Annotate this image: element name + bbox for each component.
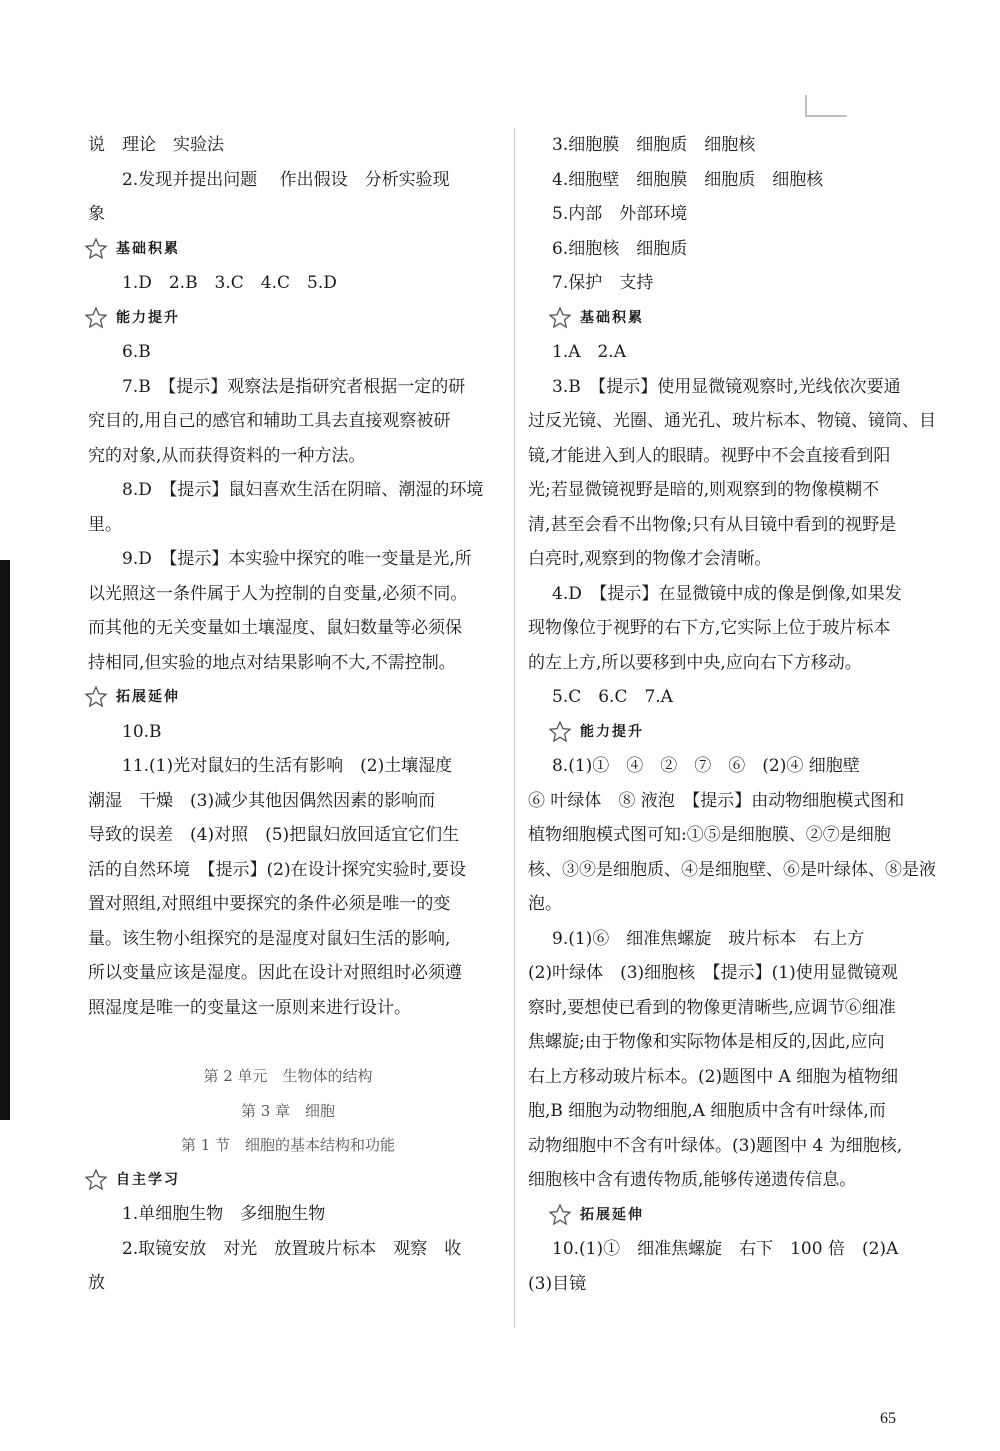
answer-line: 胞,B 细胞为动物细胞,A 细胞质中含有叶绿体,而 [528, 1101, 886, 1121]
section-heading-label: 能力提升 [116, 309, 180, 326]
answer-line: 细胞核中含有遗传物质,能够传递遗传信息。 [528, 1170, 857, 1190]
corner-mark [805, 95, 847, 117]
star-icon [84, 237, 108, 261]
spacer [88, 1025, 488, 1059]
answer-line: 动物细胞中不含有叶绿体。(3)题图中 4 为细胞核, [528, 1135, 903, 1156]
answer-line: 6.细胞核 细胞质 [552, 238, 688, 259]
answer-line: 7.保护 支持 [552, 273, 654, 293]
answer-line: 1.A 2.A [552, 342, 626, 362]
answer-line: 置对照组,对照组中要探究的条件必须是唯一的变 [88, 894, 451, 914]
section-heading-label: 拓展延伸 [116, 689, 180, 705]
answer-line: 镜,才能进入到人的眼睛。视野中不会直接看到阳 [528, 445, 891, 466]
chapter-heading: 第 1 节 细胞的基本结构和功能 [180, 1136, 396, 1154]
answer-line: (2)叶绿体 (3)细胞核 【提示】(1)使用显微镜观 [528, 963, 898, 983]
star-icon [548, 1203, 572, 1227]
answer-line: 潮湿 干燥 (3)减少其他因偶然因素的影响而 [88, 790, 436, 811]
answer-line: 3.B 【提示】使用显微镜观察时,光线依次要通 [552, 376, 901, 397]
section-heading-label: 拓展延伸 [580, 1206, 644, 1223]
answer-line: 泡。 [528, 894, 562, 914]
chapter-heading: 第 3 章 细胞 [240, 1101, 336, 1120]
answer-line: 4.D 【提示】在显微镜中成的像是倒像,如果发 [552, 583, 902, 604]
answer-line: ⑥ 叶绿体 ⑧ 液泡 【提示】由动物细胞模式图和 [528, 790, 905, 811]
answer-line: 8.(1)① ④ ② ⑦ ⑥ (2)④ 细胞壁 [552, 756, 860, 776]
star-icon [84, 306, 108, 330]
answer-line: 10.(1)① 细准焦螺旋 右下 100 倍 (2)A [552, 1239, 899, 1259]
answer-line: 2.取镜安放 对光 放置玻片标本 观察 收 [122, 1238, 462, 1259]
answer-line: 1.D 2.B 3.C 4.C 5.D [122, 273, 337, 293]
star-icon [548, 306, 572, 330]
section-heading [548, 301, 892, 336]
answer-line: 以光照这一条件属于人为控制的自变量,必须不同。 [88, 583, 468, 604]
answer-line: 清,甚至会看不出物像;只有从目镜中看到的视野是 [528, 514, 897, 535]
section-heading-label: 基础积累 [580, 309, 644, 326]
section-heading-label: 能力提升 [580, 723, 644, 740]
page-number: 65 [880, 1410, 896, 1427]
left-column [88, 128, 488, 1301]
answer-line: 活的自然环境 【提示】(2)在设计探究实验时,要设 [88, 859, 466, 880]
answer-line: 导致的误差 (4)对照 (5)把鼠妇放回适宜它们生 [88, 825, 460, 845]
section-heading [84, 232, 488, 267]
answer-line: 2.发现并提出问题 作出假设 分析实验现 [122, 169, 450, 190]
answer-line: 持相同,但实验的地点对结果影响不大,不需控制。 [88, 652, 456, 673]
answer-line: 5.C 6.C 7.A [552, 687, 673, 707]
section-heading [84, 301, 488, 336]
section-heading-label: 基础积累 [116, 240, 180, 257]
answer-line: 究的对象,从而获得资料的一种方法。 [88, 445, 366, 466]
answer-line: 9.D 【提示】本实验中探究的唯一变量是光,所 [122, 549, 472, 569]
answer-line: 象 [88, 204, 105, 224]
answer-line: 5.内部 外部环境 [552, 204, 688, 224]
answer-line: 4.细胞壁 细胞膜 细胞质 细胞核 [552, 169, 824, 190]
section-heading [548, 715, 892, 750]
chapter-heading: 第 2 单元 生物体的结构 [203, 1067, 373, 1085]
answer-line: 植物细胞模式图可知:①⑤是细胞膜、②⑦是细胞 [528, 825, 891, 845]
section-heading [548, 1198, 892, 1233]
answer-line: 白亮时,观察到的物像才会清晰。 [528, 549, 772, 569]
star-icon [84, 1168, 108, 1192]
answer-line: 9.(1)⑥ 细准焦螺旋 玻片标本 右上方 [552, 928, 865, 949]
right-column [528, 128, 936, 1301]
answer-line: 3.细胞膜 细胞质 细胞核 [552, 135, 756, 155]
answer-line: 焦螺旋;由于物像和实际物体是相反的,因此,应向 [528, 1032, 885, 1052]
answer-line: 究目的,用自己的感官和辅助工具去直接观察被研 [88, 411, 451, 431]
answer-line: 11.(1)光对鼠妇的生活有影响 (2)土壤湿度 [122, 756, 453, 776]
answer-line: 里。 [88, 514, 122, 535]
answer-line: 量。该生物小组探究的是湿度对鼠妇生活的影响, [88, 928, 451, 949]
answer-line: 光;若显微镜视野是暗的,则观察到的物像模糊不 [528, 480, 880, 500]
answer-line: 过反光镜、光圈、通光孔、玻片标本、物镜、镜筒、目 [528, 411, 936, 431]
answer-line: 核、③⑨是细胞质、④是细胞壁、⑥是叶绿体、⑧是液 [528, 859, 936, 880]
left-page-edge [0, 560, 10, 1120]
answer-line: 察时,要想使已看到的物像更清晰些,应调节⑥细准 [528, 997, 896, 1018]
section-heading-label: 自主学习 [116, 1171, 180, 1188]
answer-line: 而其他的无关变量如土壤湿度、鼠妇数量等必须保 [88, 618, 462, 638]
section-heading [84, 1163, 488, 1198]
answer-line: 现物像位于视野的右下方,它实际上位于玻片标本 [528, 618, 891, 638]
answer-line: 1.单细胞生物 多细胞生物 [122, 1204, 326, 1224]
answer-line: 所以变量应该是湿度。因此在设计对照组时必须遵 [88, 963, 462, 983]
answer-line: 10.B [122, 721, 162, 742]
answer-line: 8.D 【提示】鼠妇喜欢生活在阴暗、潮湿的环境 [122, 480, 484, 500]
answer-line: 说 理论 实验法 [88, 135, 224, 155]
answer-line: 放 [88, 1273, 105, 1293]
section-heading [84, 680, 488, 715]
answer-line: 7.B 【提示】观察法是指研究者根据一定的研 [122, 376, 466, 397]
answer-line: 6.B [122, 342, 151, 362]
answer-line: (3)目镜 [528, 1273, 587, 1294]
answer-line: 的左上方,所以要移到中央,应向右下方移动。 [528, 652, 862, 673]
star-icon [548, 720, 572, 744]
star-icon [84, 685, 108, 709]
column-divider [514, 128, 515, 1328]
answer-line: 照湿度是唯一的变量这一原则来进行设计。 [88, 997, 411, 1018]
answer-line: 右上方移动玻片标本。(2)题图中 A 细胞为植物细 [528, 1066, 899, 1087]
